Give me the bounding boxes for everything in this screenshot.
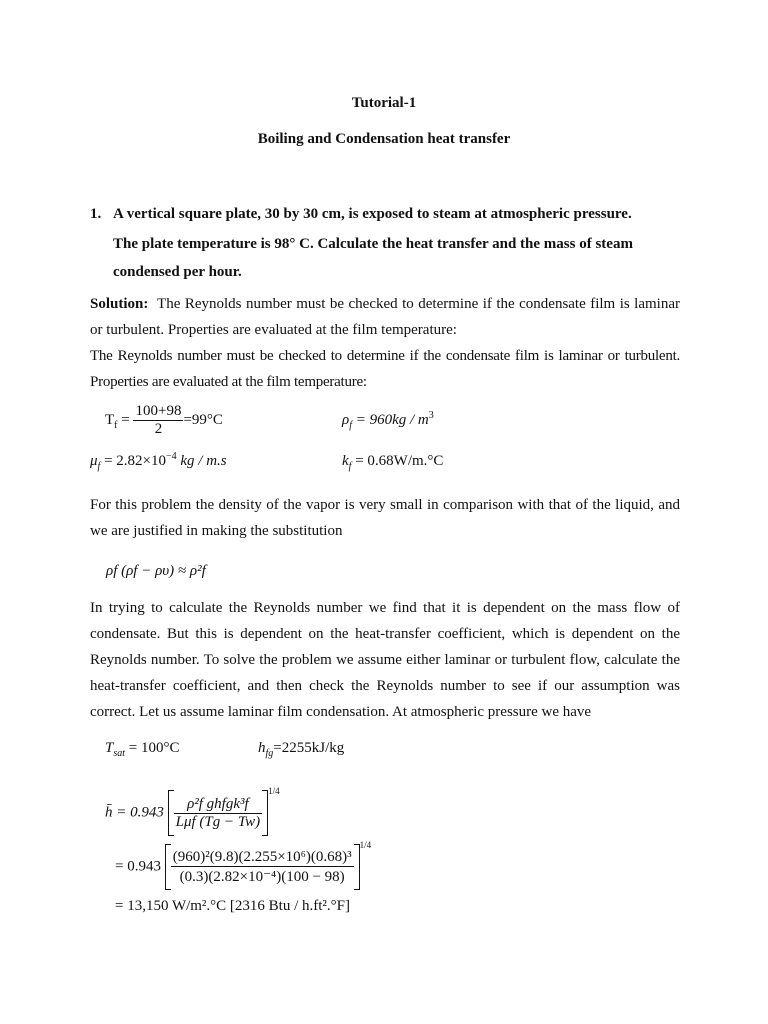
body-paragraph-3: For this problem the density of the vapor is very small in comparison with that of the liquid, and we are justified in making the substitution [90,497,680,539]
film-temperature-fraction: $\frac{100+98}{2}$ [135,403,182,437]
latent-heat: $h_{fg}=2255kJ/kg$ [258,740,345,759]
question-line-1: A vertical square plate, 30 by 30 cm, is exposed to steam at atmospheric pressure. [113,206,632,222]
page-subtitle: Boiling and Condensation heat transfer [257,131,511,147]
question-line-2: The plate temperature is 98° C. Calculate the heat transfer and the mass of steam [113,236,633,252]
solution-paragraph-1: Solution: The Reynolds number must be checked to determine if the condensate film is laminar or turbulent. Properties are evaluated at the film temperature: [90,296,680,338]
body-paragraph-4: In trying to calculate the Reynolds number we find that it is dependent on the mass flow of condensate. But this is dependent on the heat-transfer coefficient, which is dependent on the Reynolds number. To solve the problem we assume either laminar or turbulent flow, calculate the heat-transfer coefficient, and then check the Reynolds number to see if our assumption was correct. Let us assume laminar film condensation. At atmospheric pressure we have [90,600,680,720]
substitution-equation: ρf (ρf − ρυ) ≈ ρ²f [106,563,206,579]
film-temperature-equation: $T_f$ = $\frac{100+98}{2}$ =99°C [105,403,223,437]
solution-label: Solution [90,296,144,312]
saturation-temperature: $T_{sat} = 100^\circ C$ [105,740,180,759]
solution-text-1: The Reynolds number must be checked to determine if the condensate film is laminar or turbulent. Properties are evaluated at the film temperature: [90,296,680,338]
density-equation: $\rho_f = 960kg / m^3$ [342,410,434,431]
heat-transfer-coefficient-formula: h̄ = 0.943 $\frac{\text{ρ²f ghfgk³f}}{\text{Lμf (Tg − Tw)}}$ $^{1/4}$ [105,790,280,836]
page-title: Tutorial-1 [351,95,417,111]
conductivity-equation: $k_f = 0.68W/m.^\circ C$ [342,453,444,472]
question-line-3: condensed per hour. [113,264,242,280]
result-line: = 13,150 W/m².°C [2316 Btu / h.ft².°F] [115,898,351,914]
numeric-substitution: = 0.943 $\frac{\text{(960)²(9.8)(2.255×10⁶)(0.68)³}}{\text{(0.3)(2.82×10⁻⁴)(100 − 98)}}$ $^{1/4}$ [115,844,371,890]
question-number: 1. [90,206,102,222]
solution-paragraph-2: The Reynolds number must be checked to determine if the condensate film is laminar or turbulent. Properties are evaluated at the film temperature: [90,348,680,390]
viscosity-equation: $\mu_f = 2.82\times 10^{-4}$ kg / m.s [90,451,227,472]
